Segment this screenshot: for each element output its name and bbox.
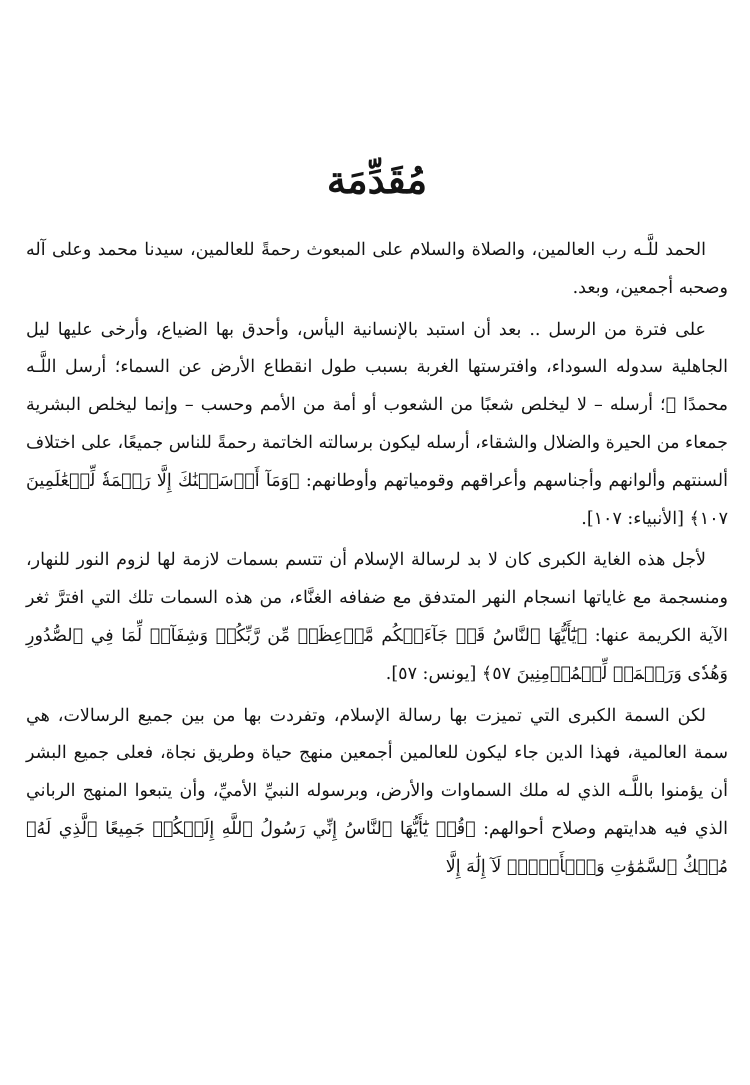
paragraph-opening: الحمد للَّـه رب العالمين، والصلاة والسلام على المبعوث رحمةً للعالمين، سيدنا محمد وعلى آله وصحبه أجمعين، وبعد. (26, 240, 728, 298)
paragraph-traits: لأجل هذه الغاية الكبرى كان لا بد لرسالة الإسلام أن تتسم بسمات لازمة لها لزوم النور للنهار، ومنسجمة مع غاياتها انسجام النهر المتدفق مع ضفافه الغنَّاء، من هذه السمات تلك التي افترَّ ثغر الآية الكريمة عنها: ﴿يَٰٓأَيُّهَا ٱلنَّاسُ قَدۡ جَآءَتۡكُم مَّوۡعِظَةٞ مِّن رَّبِّكُمۡ وَشِفَآءٞ لِّمَا فِي ٱلصُّدُورِ وَهُدٗى وَرَحۡمَةٞ لِّلۡمُؤۡمِنِينَ ٥٧﴾ [يونس: ٥٧]. (26, 550, 728, 684)
page-title: مُقَدِّمَة (326, 157, 428, 202)
paragraph-mission: على فترة من الرسل .. بعد أن استبد بالإنسانية اليأس، وأحدق بها الضياع، وأرخى عليها ليل الجاهلية سدوله السوداء، وافترستها الغربة بسبب طول انقطاع الأرض عن السماء؛ أرسل اللَّـه محمدًا ﷺ؛ أرسله – لا ليخلص شعبًا من الشعوب أو أمة من الأمم وحسب – وإنما ليخلص البشرية جمعاء من الحيرة والضلال والشقاء، أرسله ليكون برسالته الخاتمة رحمةً للناس جميعًا، على اختلاف ألسنتهم وألوانهم وأجناسهم وأعراقهم وقومياتهم وأوطانهم: ﴿وَمَآ أَرۡسَلۡنَٰكَ إِلَّا رَحۡمَةٗ لِّلۡعَٰلَمِينَ ١٠٧﴾ [الأنبياء: ١٠٧]. (26, 319, 728, 529)
paragraph-universality: لكن السمة الكبرى التي تميزت بها رسالة الإسلام، وتفردت بها من بين جميع الرسالات، هي سمة العالمية، فهذا الدين جاء ليكون للعالمين أجمعين منهج حياة وطريق نجاة، فعلى جميع البشر أن يؤمنوا باللَّـه الذي له ملك السماوات والأرض، وبرسوله النبيِّ الأميِّ، وأن يتبعوا المنهج الرباني الذي فيه هدايتهم وصلاح أحوالهم: ﴿قُلۡ يَٰٓأَيُّهَا ٱلنَّاسُ إِنِّي رَسُولُ ٱللَّهِ إِلَيۡكُمۡ جَمِيعًا ٱلَّذِي لَهُۥ مُلۡكُ ٱلسَّمَٰوَٰتِ وَٱلۡأَرۡضِۖ لَآ إِلَٰهَ إِلَّا (26, 705, 728, 877)
